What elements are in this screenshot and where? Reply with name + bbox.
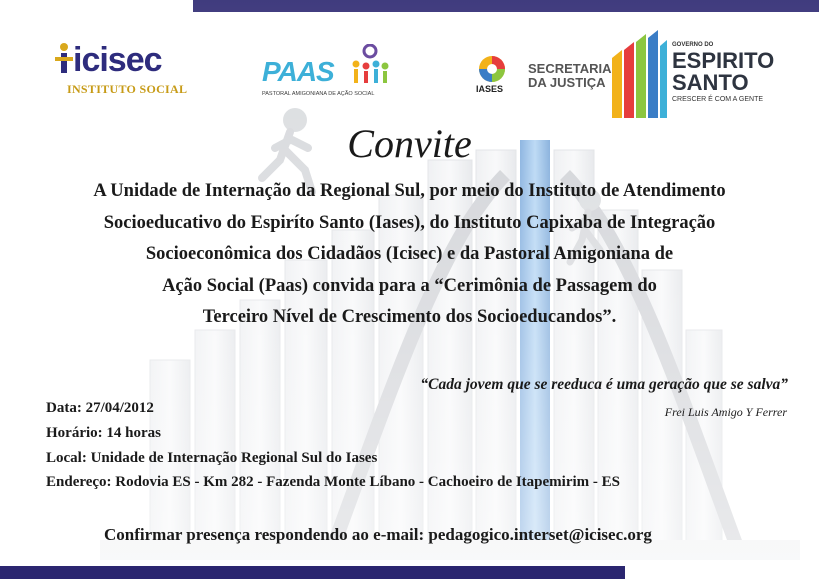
- iases-emblem-icon: [476, 54, 508, 84]
- governo-logo: [610, 28, 780, 118]
- bottom-decorative-bar: [0, 566, 625, 579]
- intro-line: Terceiro Nível de Crescimento dos Socioeducandos”.: [202, 307, 617, 327]
- icisec-subtitle: INSTITUTO SOCIAL: [67, 82, 188, 96]
- governo-stripes-icon: [610, 28, 668, 118]
- governo-slogan: CRESCER É COM A GENTE: [672, 96, 764, 103]
- governo-small: GOVERNO DO: [672, 42, 714, 48]
- paas-subtitle: PASTORAL AMIGONIANA DE AÇÃO SOCIAL: [262, 91, 375, 97]
- secretaria-line-1: SECRETARIA: [528, 61, 612, 76]
- intro-line: Socioeducativo do Espiríto Santo (Iases), do Instituto Capixaba de Integração: [103, 212, 716, 233]
- paas-name: PAAS: [262, 56, 334, 87]
- quote-author: Frei Luis Amigo Y Ferrer: [664, 405, 787, 419]
- intro-line: Ação Social (Paas) convida para a “Cerimônia de Passagem do: [162, 275, 657, 296]
- event-date: Data: 27/04/2012: [46, 400, 154, 416]
- iases-logo: [472, 54, 514, 100]
- icisec-logo: [55, 38, 190, 108]
- event-location: Local: Unidade de Internação Regional Sul do Iases: [46, 449, 378, 466]
- secretaria-logo: [528, 61, 612, 92]
- event-time: Horário: 14 horas: [46, 424, 161, 441]
- secretaria-line-2: DA JUSTIÇA: [528, 75, 606, 90]
- logo-strip: [0, 0, 819, 130]
- governo-line-2: SANTO: [672, 70, 749, 95]
- invitation-text: [20, 176, 799, 334]
- intro-line: A Unidade de Internação da Regional Sul, por meio do Instituto de Atendimento: [93, 181, 726, 201]
- event-details: [46, 396, 620, 495]
- paas-figures-icon: [348, 44, 392, 88]
- icisec-mark-icon: [55, 42, 75, 76]
- intro-line: Socioeconômica dos Cidadãos (Icisec) e da Pastoral Amigoniana de: [145, 244, 674, 264]
- event-address: Endereço: Rodovia ES - Km 282 - Fazenda Monte Líbano - Cachoeiro de Itapemirim - ES: [46, 474, 621, 491]
- iases-name: IASES: [476, 84, 504, 94]
- governo-line-1: ESPIRITO: [672, 48, 775, 73]
- icisec-name: icisec: [73, 41, 162, 79]
- rsvp-text: Confirmar presença respondendo ao e-mail: pedagogico.interset@icisec.org: [104, 525, 652, 544]
- paas-logo: [260, 44, 395, 104]
- invitation-title: Convite: [347, 121, 472, 166]
- quote: “Cada jovem que se reeduca é uma geração que se salva”: [420, 376, 788, 393]
